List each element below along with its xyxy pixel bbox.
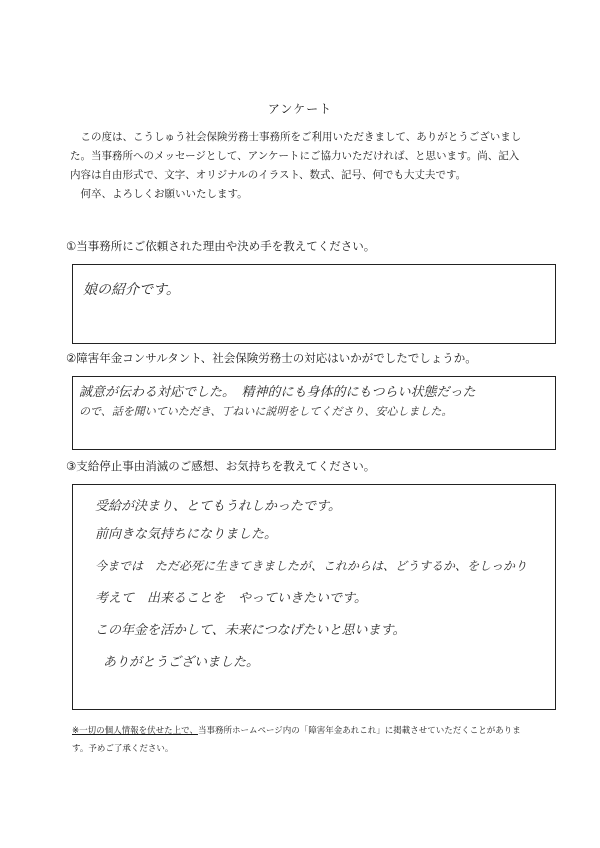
question-1-answer-box[interactable]	[72, 264, 556, 344]
question-2-label: ②障害年金コンサルタント、社会保険労務士の対応はいかがでしたでしょうか。	[66, 351, 477, 365]
question-3-label: ③支給停止事由消滅のご感想、お気持ちを教えてください。	[66, 459, 376, 473]
answer-line: この年金を活かして、未来につなげたいと思います。	[95, 623, 406, 638]
intro-line: この度は、こうしゅう社会保険労務士事務所をご利用いただきまして、ありがとうございまし	[70, 131, 522, 143]
answer-line: ので、話を聞いていただき、丁ねいに説明をしてくださり、安心しました。	[79, 405, 453, 418]
answer-line: ありがとうございました。	[103, 655, 260, 670]
question-1-label: ①当事務所にご依頼された理由や決め手を教えてください。	[66, 239, 376, 253]
intro-line: 何卒、よろしくお願いいたします。	[70, 188, 248, 200]
answer-line: 誠意が伝わる対応でした。 精神的にも身体的にもつらい状態だった	[79, 385, 476, 400]
answer-line: 前向きな気持ちになりました。	[95, 527, 278, 542]
intro-text	[70, 128, 530, 204]
footnote	[72, 722, 542, 758]
answer-line: 受給が決まり、とてもうれしかったです。	[95, 499, 341, 514]
footnote-line-1	[72, 722, 542, 740]
question-3-answer-box[interactable]	[72, 484, 556, 710]
footnote-text: 当事務所ホームページ内の「障害年金あれこれ」に掲載させていただくことがありま	[197, 726, 521, 736]
answer-line: 考えて 出来ることを やっていきたいです。	[95, 591, 367, 606]
answer-line: 娘の紹介です。	[83, 282, 180, 298]
intro-line: 内容は自由形式で、文字、オリジナルのイラスト、数式、記号、何でも大丈夫です。	[70, 169, 467, 181]
survey-title: アンケート	[267, 102, 333, 116]
footnote-line-2: す。予めご了承ください。	[72, 744, 174, 754]
question-2-answer-box[interactable]	[72, 376, 556, 450]
footnote-underlined: ※一切の個人情報を伏せた上で、	[72, 726, 198, 736]
answer-line: 今までは ただ必死に生きてきましたが、これからは、どうするか、をしっかり	[95, 559, 528, 573]
intro-line: た。当事務所へのメッセージとして、アンケートにご協力いただければ、と思います。尚、記入	[70, 150, 520, 162]
